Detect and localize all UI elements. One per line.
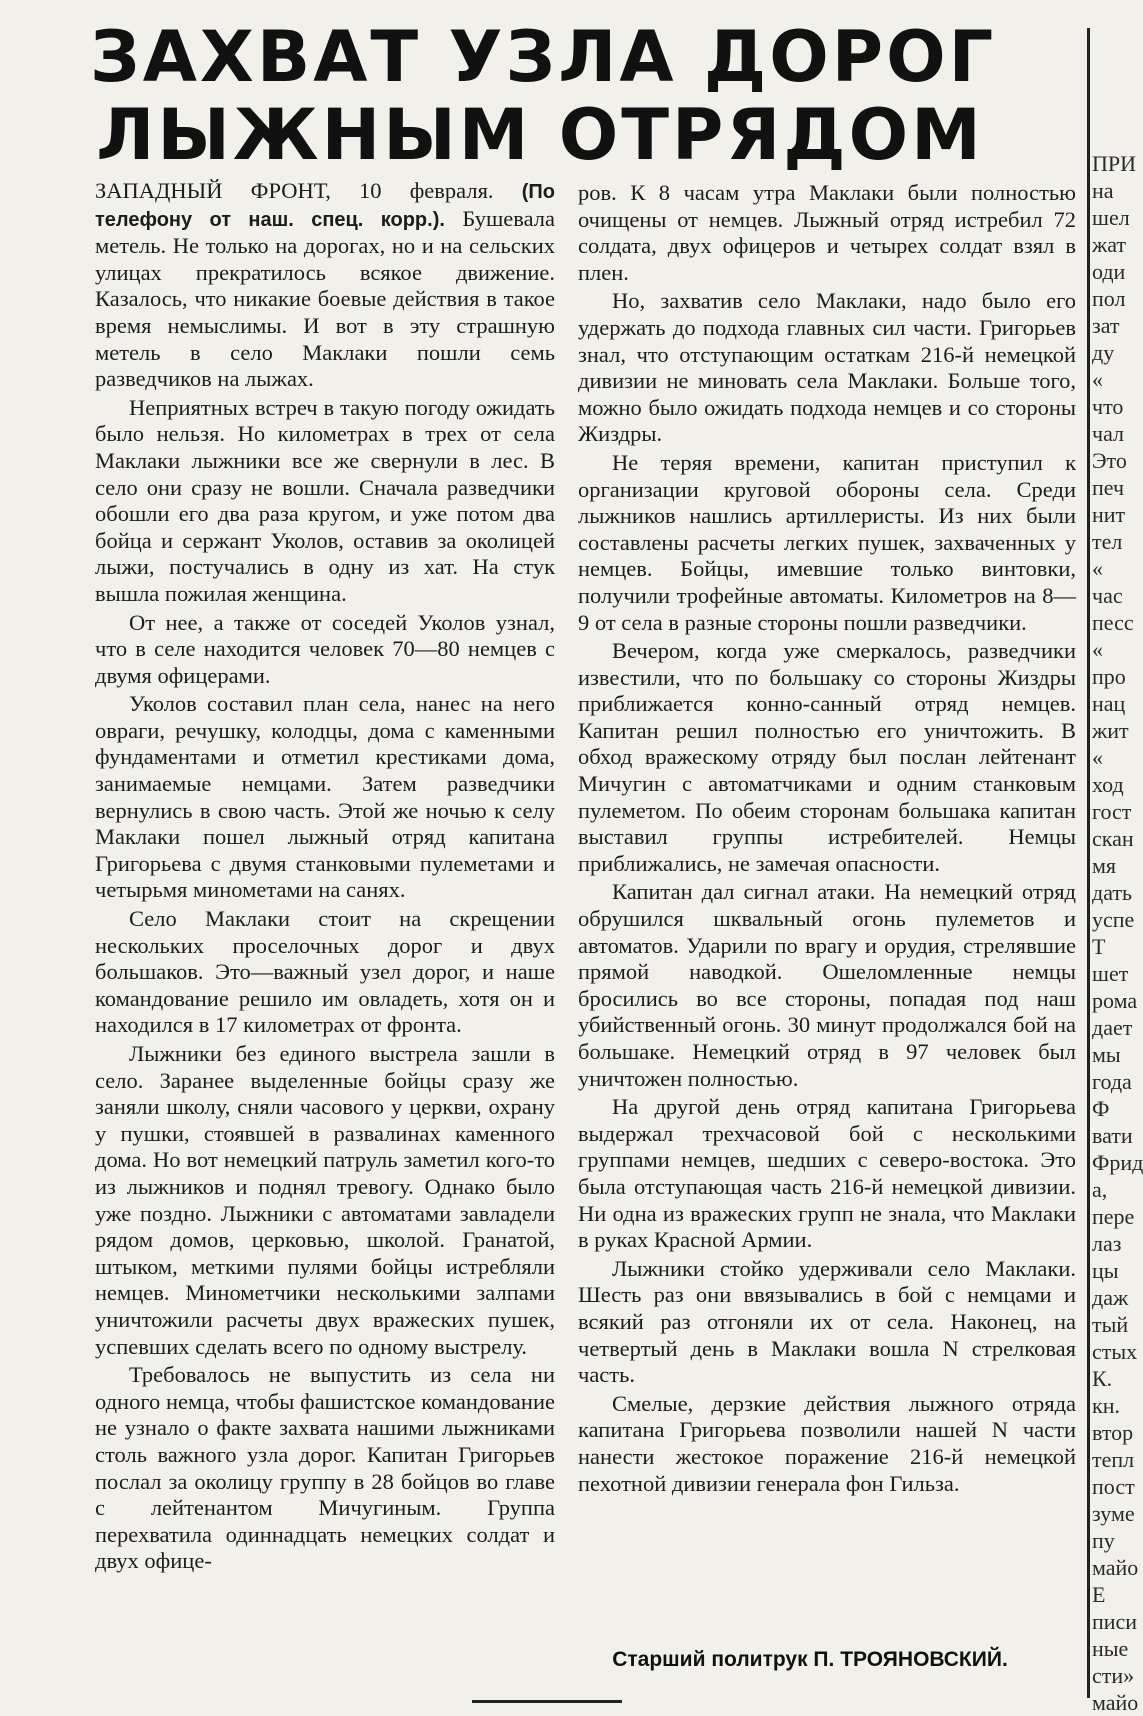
edge-fragment: майо	[1092, 1555, 1139, 1580]
edge-fragment: лаз	[1092, 1231, 1122, 1256]
edge-fragment: зат	[1092, 313, 1120, 338]
article-paragraph: Неприятных встреч в такую погоду ожидать было нельзя. Но километрах в трех от села Маклаки лыжники все же свернули в лес. В село они сразу не вошли. Сначала разведчики обошли его два раза кругом, и уже потом два бойца и сержант Уколов, оставив за околицей лыжи, постучались в одну из хат. На стук вышла пожилая женщина.	[95, 394, 555, 606]
article-paragraph: Лыжники без единого выстрела зашли в село. Заранее выделенные бойцы сразу же заняли школу, сняли часового у церкви, охрану у пушки, стоявшей в развалинах каменного дома. Но вот немецкий патруль заметил кого-то из лыжников и поднял тревогу. Однако было уже поздно. Лыжники с автоматами завладели рядом домов, церковью, школой. Гранатой, штыком, меткими пулями бойцы истребляли немцев. Минометчики несколькими залпами уничтожили расчеты двух вражеских пушек, успевших сделать всего по одному выстрелу.	[95, 1041, 555, 1359]
article-paragraph	[95, 178, 555, 393]
column-divider	[1087, 28, 1090, 1698]
edge-fragment: час	[1092, 583, 1123, 608]
headline	[90, 16, 997, 176]
edge-fragment: рома	[1092, 988, 1138, 1013]
article-paragraph: Вечером, когда уже смеркалось, разведчики известили, что по большаку со стороны Жиздры приближается конно-санный отряд немцев. Капитан решил полностью его уничтожить. В обход вражескому отряду был послан лейтенант Мичугин с автоматчиками и одним станковым пулеметом. По обеим сторонам большака капитан выставил группы истребителей. Немцы приближались, не замечая опасности.	[578, 638, 1076, 876]
edge-fragment: гост	[1092, 799, 1132, 824]
edge-fragment: писи	[1092, 1609, 1138, 1634]
edge-fragment: «	[1092, 367, 1103, 392]
paragraph-text: Бушевала метель. Не только на дорогах, но и на сельских улицах прекратилось всякое движение. Казалось, что никакие боевые действия в такое время немыслимы. И вот в эту страшную метель в село Маклаки пошли семь разведчиков на лыжах.	[95, 205, 555, 392]
edge-fragment: зуме	[1092, 1501, 1135, 1526]
edge-fragment: пере	[1092, 1204, 1135, 1229]
article-paragraph: Уколов составил план села, нанес на него овраги, речушку, колодцы, дома с каменными фундаментами и отметил крестиками дома, занимаемые немцами. Затем разведчики вернулись в свою часть. Этой же ночью к селу Маклаки пошел лыжный отряд капитана Григорьева с двумя станковыми пулеметами и четырьмя минометами на санях.	[95, 691, 555, 903]
edge-fragment: «	[1092, 556, 1103, 581]
edge-fragment: шет	[1092, 961, 1129, 986]
edge-fragment: Ф	[1092, 1096, 1110, 1121]
article-paragraph: Требовалось не выпустить из села ни одного немца, чтобы фашистское командование не узнало о факте захвата нашими лыжниками столь важного узла дорог. Капитан Григорьев послал за околицу группу в 28 бойцов во главе с лейтенантом Мичугиным. Группа перехватила одиннадцать немецких солдат и двух офице-	[95, 1362, 555, 1574]
edge-fragment: пол	[1092, 286, 1126, 311]
edge-fragment: тепл	[1092, 1447, 1135, 1472]
edge-fragment: мы	[1092, 1042, 1121, 1067]
dateline: ЗАПАДНЫЙ ФРОНТ, 10 февраля.	[95, 178, 494, 203]
article-column-left	[95, 178, 555, 1577]
article-paragraph: Капитан дал сигнал атаки. На немецкий отряд обрушился шквальный огонь пулеметов и автоматов. Ударили по врагу и орудия, стрелявшие прямой наводкой. Ошеломленные немцы бросились во все стороны, попадая под наш убийственный огонь. 30 минут продолжался бой на большаке. Немецкий отряд в 97 человек был уничтожен полностью.	[578, 879, 1076, 1091]
edge-fragment: про	[1092, 664, 1126, 689]
edge-fragment: Фрид	[1092, 1150, 1143, 1175]
adjacent-article-lines	[1092, 150, 1143, 1716]
edge-fragment: нац	[1092, 691, 1126, 716]
article-paragraph: Не теряя времени, капитан приступил к организации круговой обороны села. Среди лыжников нашлись артиллеристы. Из них были составлены расчеты легких пушек, захваченных у немцев. Бойцы, имевшие только винтовки, получили трофейные автоматы. Километров на 8—9 от села в разные стороны пошли разведчики.	[578, 449, 1076, 635]
headline-line-1: ЗАХВАТ УЗЛА ДОРОГ	[90, 16, 997, 98]
author-signature: Старший политрук П. ТРОЯНОВСКИЙ.	[612, 1648, 1008, 1671]
article-paragraph: Лыжники стойко удерживали село Маклаки. Шесть раз они ввязывались в бой с немцами и всякий раз отгоняли их от села. Наконец, на четвертый день в Маклаки вошла N стрелковая часть.	[578, 1255, 1076, 1388]
edge-fragment: ные	[1092, 1636, 1129, 1661]
edge-fragment: пу	[1092, 1528, 1115, 1553]
edge-fragment: а,	[1092, 1177, 1108, 1202]
edge-fragment: оди	[1092, 259, 1126, 284]
edge-fragment: втор	[1092, 1420, 1134, 1445]
edge-fragment: «	[1092, 745, 1103, 770]
adjacent-article-fragment	[1092, 0, 1143, 1715]
edge-fragment: даж	[1092, 1285, 1129, 1310]
edge-fragment: скан	[1092, 826, 1134, 851]
edge-fragment: жат	[1092, 232, 1127, 257]
edge-fragment: чал	[1092, 421, 1125, 446]
article-paragraph: Смелые, дерзкие действия лыжного отряда капитана Григорьева позволили нашей N части нанести жестокое поражение 216-й немецкой пехотной дивизии генерала фон Гильза.	[578, 1390, 1076, 1496]
headline-line-2: ЛЫЖНЫМ ОТРЯДОМ	[96, 94, 984, 176]
edge-fragment: тый	[1092, 1312, 1129, 1337]
edge-fragment: ду	[1092, 340, 1115, 365]
article-paragraph: Но, захватив село Маклаки, надо было его удержать до подхода главных сил части. Григорьев знал, что отступающим остаткам 216-й немецкой дивизии не миновать села Маклаки. Больше того, можно было ожидать подхода немцев и со стороны Жиздры.	[578, 288, 1076, 447]
edge-fragment: дает	[1092, 1015, 1133, 1040]
edge-fragment: песс	[1092, 610, 1134, 635]
edge-fragment: на	[1092, 178, 1114, 203]
article-paragraph: На другой день отряд капитана Григорьева выдержал трехчасовой бой с несколькими группами немцев, шедших с северо-востока. Это была отступающая часть 216-й немецкой дивизии. Ни одна из вражеских групп не знала, что Маклаки в руках Красной Армии.	[578, 1094, 1076, 1253]
article-paragraph: От нее, а также от соседей Уколов узнал, что в селе находится человек 70—80 немцев с двумя офицерами.	[95, 609, 555, 688]
edge-fragment: пост	[1092, 1474, 1135, 1499]
source-note: (По телефону от наш. спец. корр.).	[95, 181, 555, 231]
edge-fragment: ПРИ	[1092, 151, 1137, 176]
edge-fragment: нит	[1092, 502, 1126, 527]
edge-fragment: мя	[1092, 853, 1117, 878]
edge-fragment: майо	[1092, 1690, 1139, 1715]
bottom-rule	[472, 1700, 622, 1703]
edge-fragment: Это	[1092, 448, 1127, 473]
article-paragraph: Село Маклаки стоит на скрещении нескольких проселочных дорог и двух большаков. Это—важный узел дорог, и наше командование решило им овладеть, хотя он и находился в 17 километрах от фронта.	[95, 906, 555, 1038]
edge-fragment: успе	[1092, 907, 1135, 932]
edge-fragment: К.	[1092, 1366, 1113, 1391]
edge-fragment: вати	[1092, 1123, 1133, 1148]
edge-fragment: тел	[1092, 529, 1123, 554]
article-paragraph: ров. К 8 часам утра Маклаки были полностью очищены от немцев. Лыжный отряд истребил 72 солдата, двух офицеров и четырех солдат взял в плен.	[578, 180, 1076, 285]
edge-fragment: Т	[1092, 934, 1106, 959]
edge-fragment: жит	[1092, 718, 1129, 743]
edge-fragment: ход	[1092, 772, 1124, 797]
edge-fragment: печ	[1092, 475, 1125, 500]
edge-fragment: стых	[1092, 1339, 1138, 1364]
edge-fragment: сти»	[1092, 1663, 1135, 1688]
edge-fragment: цы	[1092, 1258, 1119, 1283]
edge-fragment: дать	[1092, 880, 1133, 905]
edge-fragment: шел	[1092, 205, 1130, 230]
edge-fragment: что	[1092, 394, 1124, 419]
edge-fragment: кн.	[1092, 1393, 1120, 1418]
edge-fragment: Е	[1092, 1582, 1106, 1607]
article-column-middle	[578, 180, 1076, 1499]
edge-fragment: года	[1092, 1069, 1132, 1094]
edge-fragment: «	[1092, 637, 1103, 662]
